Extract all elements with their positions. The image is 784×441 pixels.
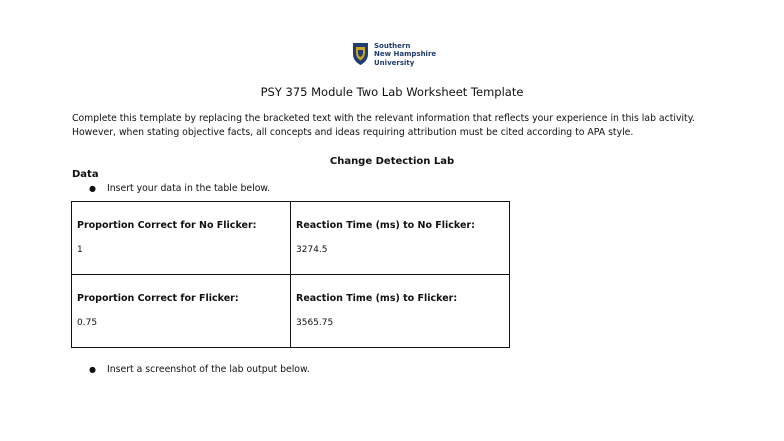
logo-line-2: New Hampshire <box>374 50 437 59</box>
table-cell-reaction-no-flicker[interactable] <box>291 202 510 275</box>
table-row <box>72 202 510 275</box>
page-title: PSY 375 Module Two Lab Worksheet Template <box>260 85 524 99</box>
cell-value: 1 <box>77 245 83 255</box>
bullet-insert-screenshot <box>89 363 310 376</box>
bullet-insert-data <box>89 182 270 195</box>
shield-icon <box>352 42 369 66</box>
table-cell-proportion-no-flicker[interactable] <box>72 202 291 275</box>
cell-label: Reaction Time (ms) to No Flicker: <box>296 220 475 231</box>
bullet-text: Insert a screenshot of the lab output below. <box>107 364 310 375</box>
logo-line-1: Southern <box>374 42 411 50</box>
section-title: Change Detection Lab <box>329 156 455 167</box>
logo-line-3: University <box>374 58 415 67</box>
data-heading: Data <box>72 169 99 180</box>
cell-label: Reaction Time (ms) to Flicker: <box>296 293 458 304</box>
cell-value: 3274.5 <box>296 245 328 255</box>
logo-wordmark <box>374 42 436 67</box>
cell-label: Proportion Correct for No Flicker: <box>77 220 257 231</box>
cell-value: 3565.75 <box>296 318 334 328</box>
table-cell-reaction-flicker[interactable] <box>291 275 510 348</box>
table-row <box>72 275 510 348</box>
table-cell-proportion-flicker[interactable] <box>72 275 291 348</box>
bullet-icon: ● <box>89 365 96 374</box>
cell-label: Proportion Correct for Flicker: <box>77 293 239 304</box>
bullet-icon: ● <box>89 184 96 193</box>
snhu-logo <box>352 41 442 69</box>
intro-paragraph: Complete this template by replacing the bracketed text with the relevant information that reflects your experience in this lab activity. However, when stating objective facts, all concepts and ideas requiring attribution must be cited according to APA style. <box>72 113 695 138</box>
data-table <box>71 201 510 348</box>
cell-value: 0.75 <box>77 318 98 328</box>
bullet-text: Insert your data in the table below. <box>107 183 271 194</box>
